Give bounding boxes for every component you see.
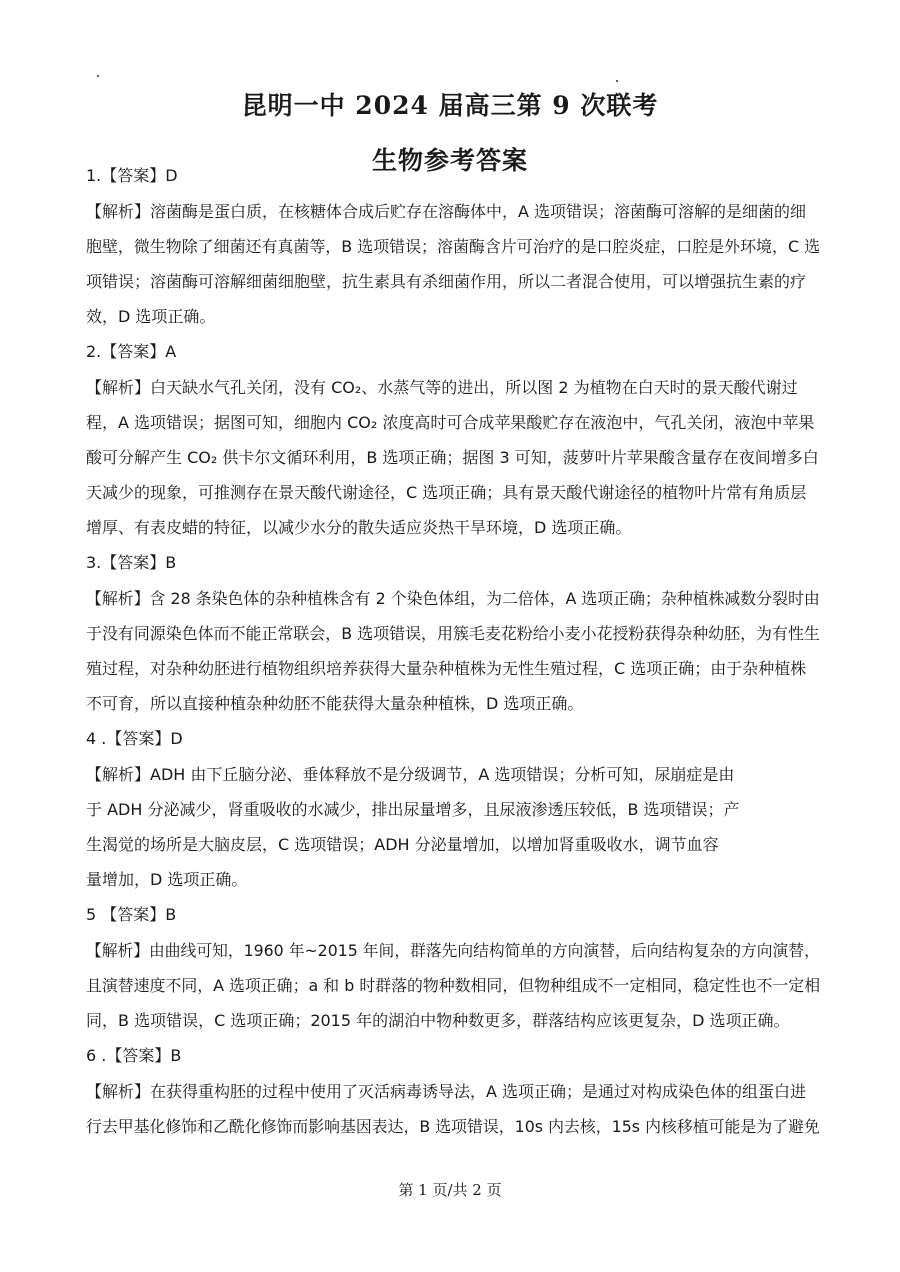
- answer-line: 1.【答案】D: [86, 166, 178, 185]
- analysis-line: 【解析】ADH 由下丘脑分泌、垂体释放不是分级调节，A 选项错误；分析可知，尿崩症是由: [86, 765, 735, 784]
- analysis-line: 且演替速度不同，A 选项正确；a 和 b 时群落的物种数相同，但物种组成不一定相同，稳定性也不一定相: [86, 976, 821, 995]
- analysis-line: 【解析】溶菌酶是蛋白质，在核糖体合成后贮存在溶酶体中，A 选项错误；溶菌酶可溶解的是细菌的细: [86, 202, 807, 221]
- analysis-line: 【解析】白天缺水气孔关闭，没有 CO₂、水蒸气等的进出，所以图 2 为植物在白天时的景天酸代谢过: [86, 378, 798, 397]
- scan-speck: [97, 75, 99, 77]
- analysis-line: 效，D 选项正确。: [86, 307, 216, 326]
- document-subtitle: 生物参考答案: [371, 146, 528, 175]
- analysis-line: 【解析】含 28 条染色体的杂种植株含有 2 个染色体组，为二倍体，A 选项正确；杂种植株减数分裂时由: [86, 589, 820, 608]
- analysis-line: 【解析】由曲线可知，1960 年~2015 年间，群落先向结构简单的方向演替，后向结构复杂的方向演替，: [86, 941, 820, 960]
- analysis-line: 增厚、有表皮蜡的特征，以减少水分的散失适应炎热干旱环境，D 选项正确。: [86, 518, 632, 537]
- answer-line: 4 .【答案】D: [86, 729, 183, 748]
- analysis-line: 量增加，D 选项正确。: [86, 870, 248, 889]
- analysis-line: 项错误；溶菌酶可溶解细菌细胞壁，抗生素具有杀细菌作用，所以二者混合使用，可以增强抗生素的疗: [86, 272, 807, 291]
- analysis-line: 行去甲基化修饰和乙酰化修饰而影响基因表达，B 选项错误，10s 内去核，15s 内核移植可能是为了避免: [86, 1117, 820, 1136]
- answer-line: 6 .【答案】B: [86, 1046, 182, 1065]
- analysis-line: 生渴觉的场所是大脑皮层，C 选项错误；ADH 分泌量增加，以增加肾重吸收水，调节血容: [86, 835, 719, 854]
- analysis-line: 同，B 选项错误，C 选项正确；2015 年的湖泊中物种数更多，群落结构应该更复杂，D 选项正确。: [86, 1011, 790, 1030]
- answer-line: 2.【答案】A: [86, 342, 177, 361]
- analysis-line: 于没有同源染色体而不能正常联会，B 选项错误，用簇毛麦花粉给小麦小花授粉获得杂种幼胚，为有性生: [86, 624, 820, 643]
- analysis-line: 胞壁，微生物除了细菌还有真菌等，B 选项错误；溶菌酶含片可治疗的是口腔炎症，口腔是外环境，C 选: [86, 237, 821, 256]
- answer-line: 5 【答案】B: [86, 905, 177, 924]
- scan-speck: [616, 80, 618, 82]
- analysis-line: 天减少的现象，可推测存在景天酸代谢途径，C 选项正确；具有景天酸代谢途径的植物叶片常有角质层: [86, 483, 807, 502]
- analysis-line: 不可育，所以直接种植杂种幼胚不能获得大量杂种植株，D 选项正确。: [86, 694, 584, 713]
- analysis-line: 程，A 选项错误；据图可知，细胞内 CO₂ 浓度高时可合成苹果酸贮存在液泡中，气孔关闭，液泡中苹果: [86, 413, 815, 432]
- answer-line: 3.【答案】B: [86, 553, 177, 572]
- analysis-line: 于 ADH 分泌减少，肾重吸收的水减少，排出尿量增多，且尿液渗透压较低，B 选项错误；产: [86, 800, 740, 819]
- analysis-line: 殖过程，对杂种幼胚进行植物组织培养获得大量杂种植株为无性生殖过程，C 选项正确；由于杂种植株: [86, 659, 807, 678]
- page-number: 第 1 页/共 2 页: [398, 1181, 502, 1199]
- analysis-line: 【解析】在获得重构胚的过程中使用了灭活病毒诱导法，A 选项正确；是通过对构成染色体的组蛋白进: [86, 1082, 807, 1101]
- analysis-line: 酸可分解产生 CO₂ 供卡尔文循环利用，B 选项正确；据图 3 可知，菠萝叶片苹果酸含量存在夜间增多白: [86, 448, 819, 467]
- document-title: 昆明一中 2024 届高三第 9 次联考: [241, 91, 659, 120]
